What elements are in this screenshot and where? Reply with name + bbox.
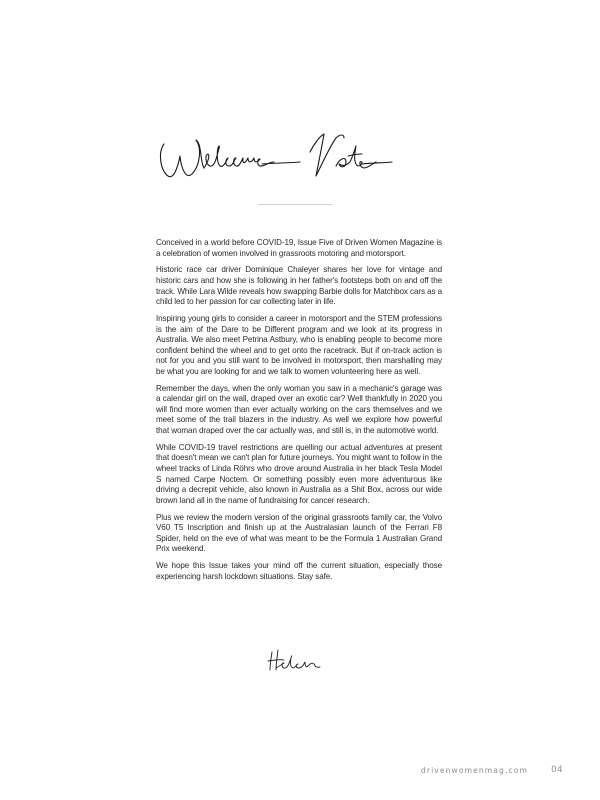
paragraph: Remember the days, when the only woman you saw in a mechanic's garage was a calendar girl on the wall, draped over an exotic car? Well thankfully in 2020 you will find more women than ever actually working on the cars themselves and we meet some of the trail blazers in the industry. As well we explore how powerful that woman draped over the car actually was, and still is, in the automotive world. [156, 383, 442, 436]
page-number: 04 [551, 765, 563, 775]
paragraph: Plus we review the modern version of the original grassroots family car, the Volvo V60 T5 Inscription and finish up at the Australasian launch of the Ferrari F8 Spider, held on the eve of what was meant to be the Formula 1 Australian Grand Prix weekend. [156, 512, 442, 554]
editorial-body [156, 238, 442, 589]
paragraph: Historic race car driver Dominique Chaleyer shares her love for vintage and historic cars and how she is following in her father's footsteps both on and off the track. While Lara Wilde reveals how swapping Barbie dolls for Matchbox cars as a child led to her passion for car collecting later in life. [156, 265, 442, 307]
paragraph: Conceived in a world before COVID-19, Issue Five of Driven Women Magazine is a celebration of women involved in grassroots motoring and motorsport. [156, 238, 442, 258]
author-signature [264, 646, 328, 674]
paragraph: Inspiring young girls to consider a career in motorsport and the STEM professions is the aim of the Dare to be Different program and we look at its progress in Australia. We also meet Petrina Astbury, who is enabling people to become more confident behind the wheel and to get onto the racetrack. But if on-track action is not for you and you still want to be involved in motorsport, then marshalling may be what you are looking for and we talk to women volunteering here as well. [156, 313, 442, 376]
title-divider [258, 204, 332, 205]
paragraph: We hope this Issue takes your mind off the current situation, especially those experiencing harsh lockdown situations. Stay safe. [156, 561, 442, 581]
welcome-note-script-title [150, 122, 410, 194]
footer-url: drivenwomenmag.com [420, 766, 528, 775]
paragraph: While COVID-19 travel restrictions are quelling our actual adventures at present that doesn't mean we can't plan for future journeys. You might want to follow in the wheel tracks of Linda Röhrs who drove around Australia in her black Tesla Model S named Carpe Noctem. Or something possibly even more adventurous like driving a decrepit vehicle, also known in Australia as a Shit Box, across our wide brown land all in the name of fundraising for cancer research. [156, 442, 442, 505]
